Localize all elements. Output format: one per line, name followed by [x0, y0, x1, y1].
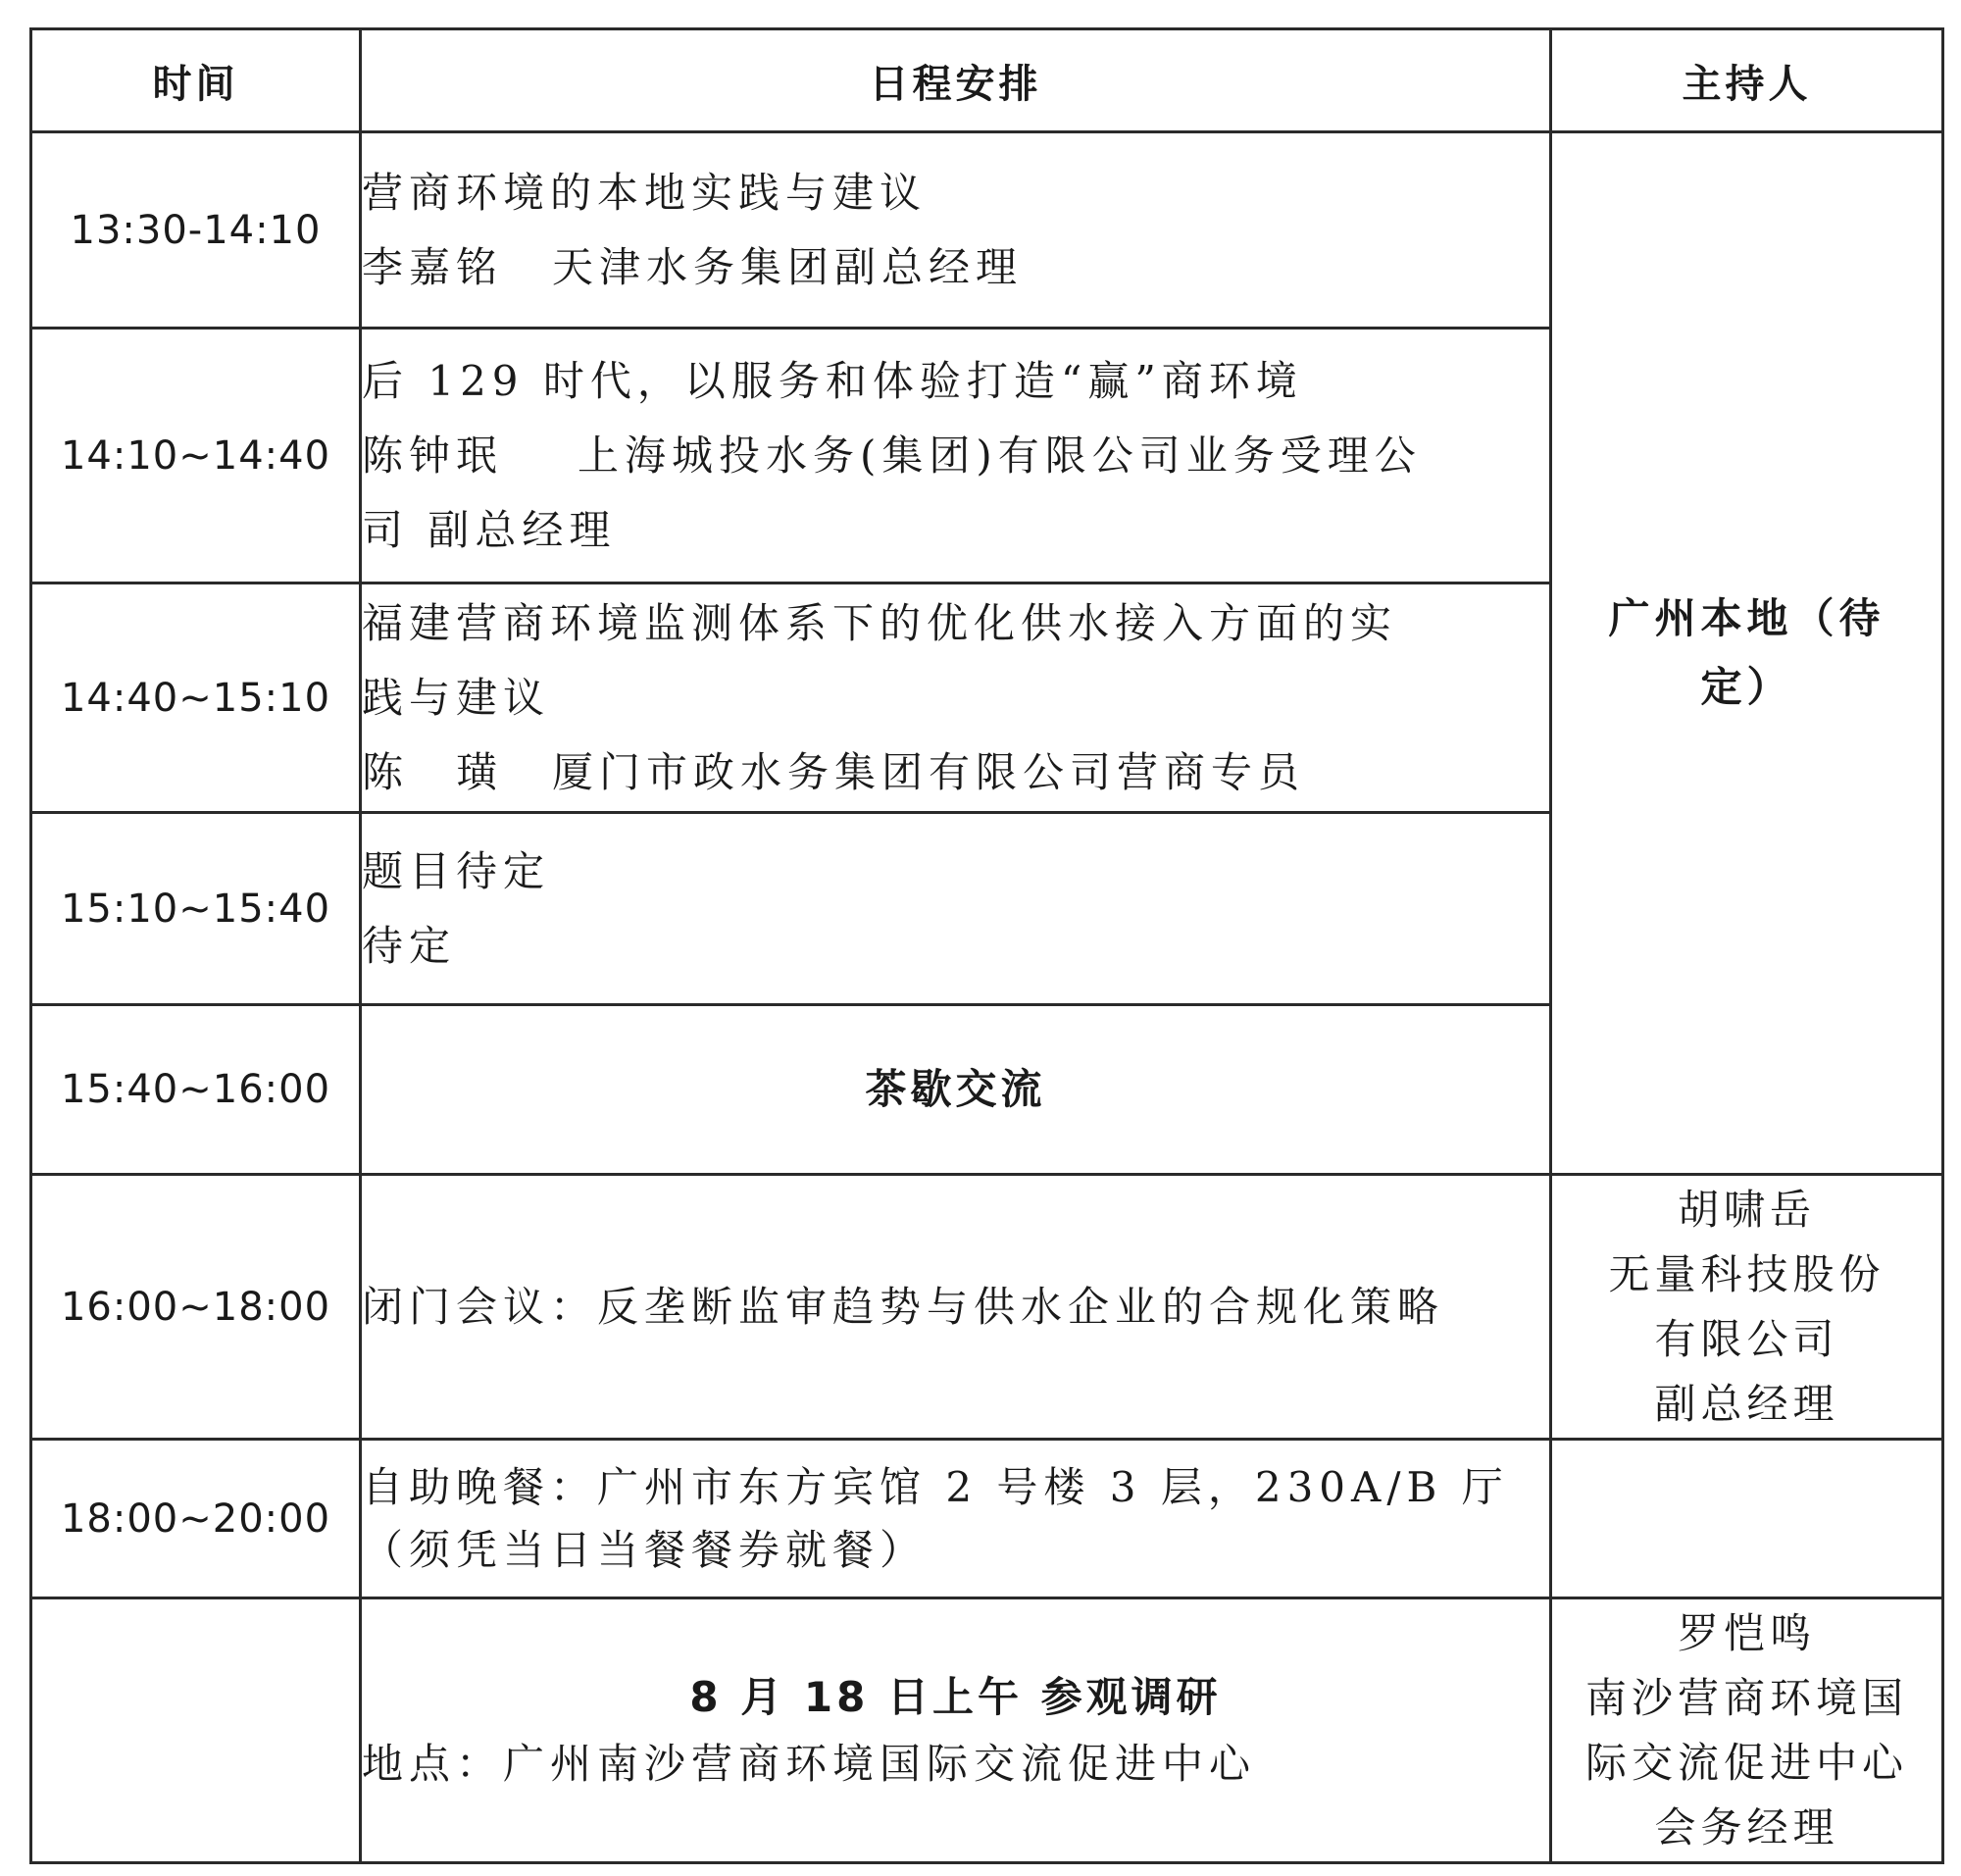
host-cell-2 [1551, 1175, 1943, 1440]
host-cell-1 [1551, 132, 1943, 1175]
host-cell-4 [1551, 1598, 1943, 1863]
dinner-info: 自助晚餐：广州市东方宾馆 2 号楼 3 层，230A/B 厅 [362, 1462, 1509, 1511]
row-time [31, 1598, 361, 1863]
dinner-note: （须凭当日当餐餐券就餐） [362, 1525, 928, 1574]
host-title: 会务经理 [1654, 1802, 1839, 1851]
row-program [361, 132, 1551, 329]
row-time: 16:00~18:00 [31, 1175, 361, 1440]
session-topic: 题目待定 [362, 846, 551, 895]
session-topic-cont: 践与建议 [362, 673, 551, 722]
host-name-cont: 定） [1700, 663, 1793, 711]
row-program [361, 1440, 1551, 1598]
session-speaker-line [362, 230, 1549, 305]
session-speaker-line [362, 419, 1549, 493]
header-host: 主持人 [1551, 29, 1943, 132]
row-time: 18:00~20:00 [31, 1440, 361, 1598]
host-company-cont: 有限公司 [1654, 1314, 1839, 1363]
table-row [31, 1598, 1943, 1863]
row-program [361, 583, 1551, 813]
row-program [361, 813, 1551, 1005]
speaker-affiliation: 天津水务集团副总经理 [552, 242, 1024, 291]
session-topic: 后 129 时代，以服务和体验打造“赢”商环境 [362, 356, 1303, 405]
visit-location: 地点：广州南沙营商环境国际交流促进中心 [362, 1739, 1257, 1788]
host-company: 南沙营商环境国 [1584, 1673, 1908, 1722]
speaker-affiliation: 厦门市政水务集团有限公司营商专员 [552, 747, 1306, 796]
session-speaker-line [362, 735, 1549, 810]
row-time: 15:40~16:00 [31, 1005, 361, 1175]
host-name: 罗恺鸣 [1677, 1608, 1816, 1657]
speaker-name: 李嘉铭 [362, 242, 504, 291]
header-program: 日程安排 [361, 29, 1551, 132]
table-row [31, 1175, 1943, 1440]
table-row [31, 1440, 1943, 1598]
row-time: 14:10~14:40 [31, 329, 361, 583]
visit-title: 8 月 18 日上午 参观调研 [689, 1672, 1222, 1721]
host-company-cont: 际交流促进中心 [1584, 1738, 1908, 1787]
speaker-affiliation-cont: 司 副总经理 [362, 505, 617, 554]
table-row [31, 132, 1943, 329]
row-time: 14:40~15:10 [31, 583, 361, 813]
host-name: 胡啸岳 [1677, 1185, 1816, 1234]
row-time: 13:30-14:10 [31, 132, 361, 329]
row-program [361, 1598, 1551, 1863]
header-time: 时间 [31, 29, 361, 132]
session-speaker: 待定 [362, 921, 457, 970]
header-row [31, 29, 1943, 132]
speaker-affiliation: 上海城投水务(集团)有限公司业务受理公 [578, 431, 1422, 480]
session-topic: 营商环境的本地实践与建议 [362, 168, 928, 217]
speaker-name: 陈 璜 [362, 747, 504, 796]
row-program: 闭门会议：反垄断监审趋势与供水企业的合规化策略 [361, 1175, 1551, 1440]
tea-break: 茶歇交流 [361, 1005, 1551, 1175]
host-cell-3 [1551, 1440, 1943, 1598]
row-time: 15:10~15:40 [31, 813, 361, 1005]
host-title: 副总经理 [1654, 1379, 1839, 1428]
schedule-table [29, 27, 1944, 1864]
host-name: 广州本地（待 [1608, 594, 1886, 642]
host-company: 无量科技股份 [1608, 1249, 1886, 1298]
row-program [361, 329, 1551, 583]
speaker-name: 陈钟珉 [362, 431, 504, 480]
session-topic: 福建营商环境监测体系下的优化供水接入方面的实 [362, 598, 1398, 647]
